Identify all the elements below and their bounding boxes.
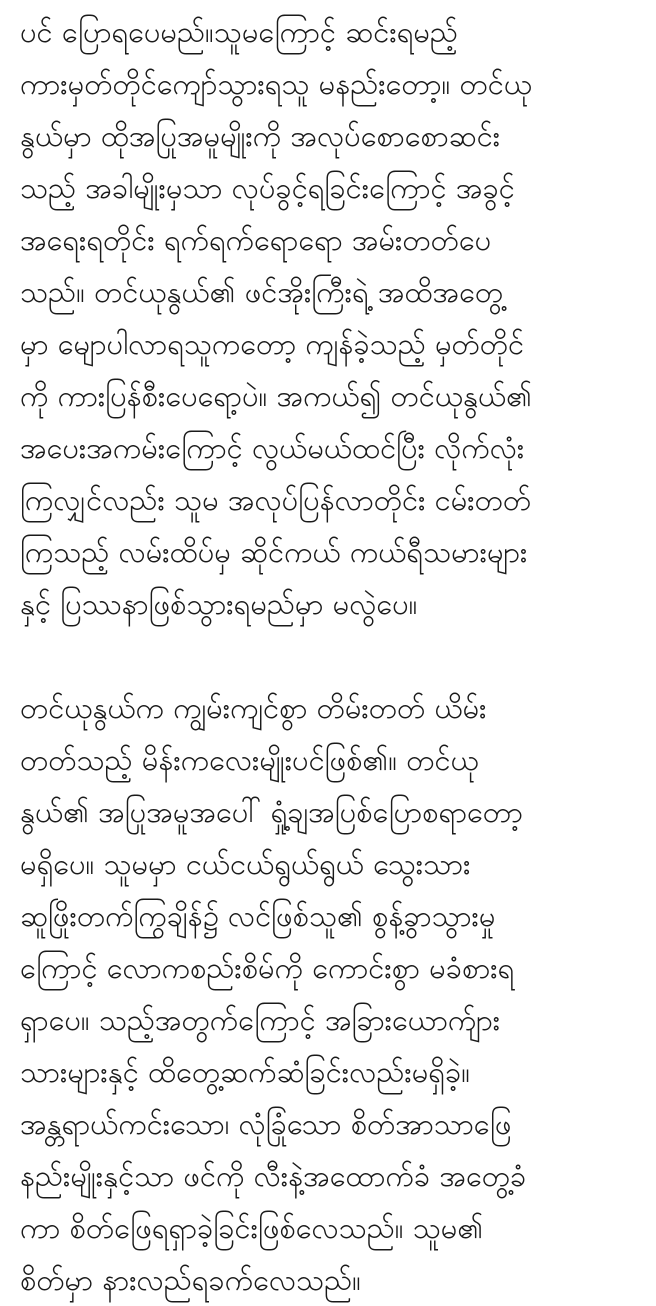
- text-line: သည့် အခါမျိုးမှသာ လုပ်ခွင့်ရခြင်းကြောင့် အခွင့်: [20, 171, 515, 205]
- paragraph-2: [20, 682, 638, 1306]
- text-line: ပင် ပြောရပေမည်။သူမကြောင့် ဆင်းရမည့်: [20, 15, 458, 49]
- text-line: မရှိပေ။ သူမမှာ ငယ်ငယ်ရွယ်ရွယ် သွေးသား: [20, 847, 471, 881]
- text-line: မှာ မျောပါလာရသူကတော့ ကျန်ခဲ့သည့် မှတ်တိုင်: [20, 327, 525, 361]
- text-line: သားများနှင့် ထိတွေ့ဆက်ဆံခြင်းလည်းမရှိခဲ့။: [20, 1055, 471, 1089]
- text-line: ကြသည့် လမ်းထိပ်မှ ဆိုင်ကယ် ကယ်ရီသမားများ: [20, 535, 528, 569]
- text-line: နှင့် ပြဿနာဖြစ်သွားရမည်မှာ မလွဲပေ။: [20, 587, 418, 621]
- text-line: ကြလျှင်လည်း သူမ အလုပ်ပြန်လာတိုင်း ငမ်းတတ်: [20, 483, 532, 517]
- paragraph-1: [20, 6, 638, 630]
- text-line: အန္တရာယ်ကင်းသော၊ လုံခြုံသော စိတ်အာသာဖြေ: [20, 1107, 512, 1141]
- text-line: နွယ်၏ အပြုအမူအပေါ် ရှုံ့ချအပြစ်ပြောစရာတော့: [20, 795, 523, 829]
- text-line: နွယ်မှာ ထိုအပြုအမူမျိုးကို အလုပ်စောစောဆင်း: [20, 119, 501, 153]
- text-line: ကာ စိတ်ဖြေရရှာခဲ့ခြင်းဖြစ်လေသည်။ သူမ၏: [20, 1211, 484, 1245]
- text-line: ဆူဖြိုးတက်ကြွချိန်၌ လင်ဖြစ်သူ၏ စွန့်ခွာသွားမှု: [20, 899, 496, 933]
- text-line: ကားမှတ်တိုင်ကျော်သွားရသူ မနည်းတော့။ တင်ယု: [20, 67, 533, 101]
- text-line: တတ်သည့် မိန်းကလေးမျိုးပင်ဖြစ်၏။ တင်ယု: [20, 743, 479, 777]
- text-line: တင်ယုနွယ်က ကျွမ်းကျင်စွာ တိမ်းတတ် ယိမ်း: [20, 691, 487, 725]
- text-line: အပေးအကမ်းကြောင့် လွယ်မယ်ထင်ပြီး လိုက်လုံး: [20, 431, 525, 465]
- text-line: ရှာပေ။ သည့်အတွက်ကြောင့် အခြားယောက်ျား: [20, 1003, 501, 1037]
- text-line: ကြောင့် လောကစည်းစိမ်ကို ကောင်းစွာ မခံစားရ: [20, 951, 515, 985]
- paragraph-spacer: [20, 630, 638, 682]
- text-line: နည်းမျိုးနှင့်သာ ဖင်ကို လီးနဲ့အထောက်ခံ အတွေ့ခံ: [20, 1159, 527, 1193]
- text-line: သည်။ တင်ယုနွယ်၏ ဖင်အိုးကြီးရဲ့ အထိအတွေ့: [20, 275, 504, 309]
- text-line: အရေးရတိုင်း ရက်ရက်ရောရော အမ်းတတ်ပေ: [20, 223, 492, 257]
- text-line: စိတ်မှာ နားလည်ရခက်လေသည်။: [20, 1263, 361, 1297]
- text-line: ကို ကားပြန်စီးပေရော့ပဲ။ အကယ်၍ တင်ယုနွယ်၏: [20, 379, 532, 413]
